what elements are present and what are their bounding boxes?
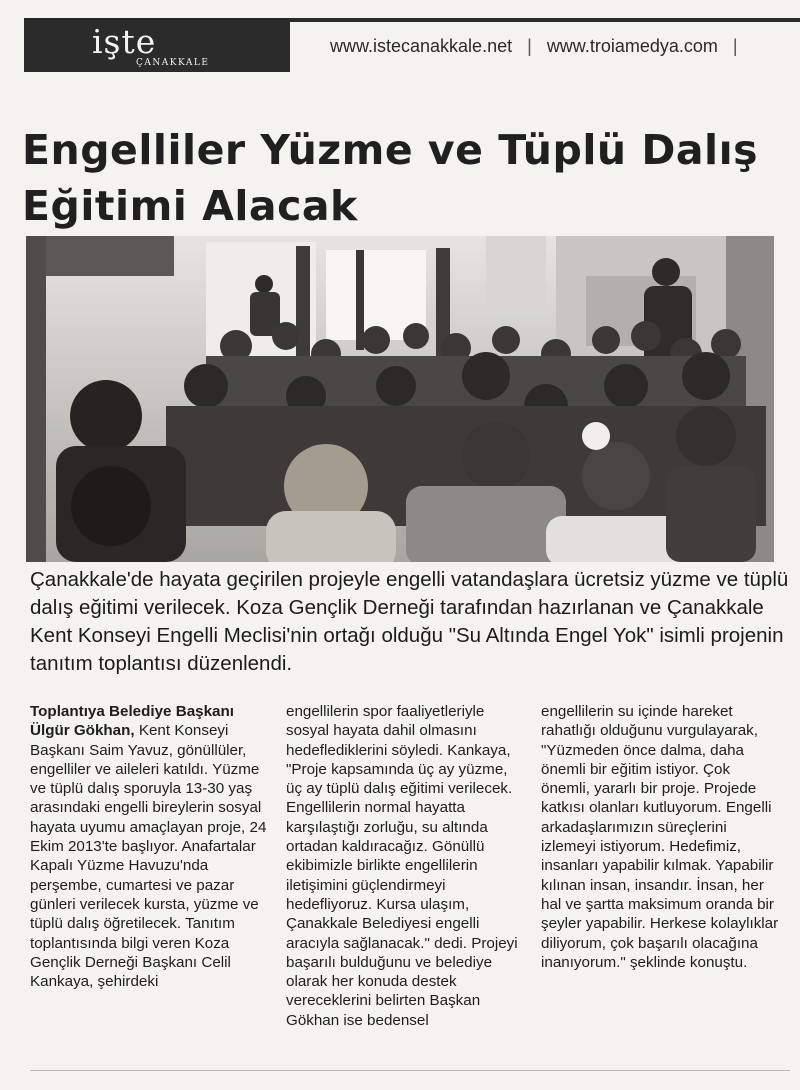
column-1-body: Kent Konseyi Başkanı Saim Yavuz, gönüllüler, engelliler ve aileleri katıldı. Yüzme ve tüplü dalış sporuyla 13-30 yaş arasındaki engelli bireylerin sosyal hayata uyumu amaçlayan proje, 24 Ekim 2013'te başlıyor. Anafartalar Kapalı Yüzme Havuzu'nda perşembe, cumartesi ve pazar günleri verilecek kursta, yüzme ve tüplü dalış öğretilecek. Tanıtım toplantısında bilgi veren Koza Gençlik Derneği Başkanı Celil Kankaya, şehirdeki (30, 722, 267, 991)
masthead (24, 18, 800, 72)
article-column-2 (286, 702, 526, 1030)
masthead-logo (24, 22, 290, 72)
link-troiamedya: www.troiamedya.com (546, 36, 718, 56)
meeting-photo-illustration (26, 236, 774, 562)
page-bottom-rule (30, 1070, 790, 1071)
article-column-3 (541, 702, 781, 972)
link-separator: | (732, 36, 738, 56)
link-istecanakkale: www.istecanakkale.net (330, 36, 513, 56)
article-photo (26, 236, 774, 562)
column-1-lead-in: Toplantıya Belediye Başkanı Ülgür Gökhan, (30, 703, 234, 740)
link-separator: | (527, 36, 532, 56)
logo-subtitle: ÇANAKKALE (136, 58, 210, 68)
article-headline: Engelliler Yüzme ve Tüplü Dalış Eğitimi Alacak (22, 126, 759, 230)
column-2-body: engellilerin spor faaliyetleriyle sosyal hayata dahil olmasını hedeflediklerini söyledi. Kankaya, "Proje kapsamında üç ay yüzme, üç ay tüplü dalış eğitimi verilecek. Engellilerin normal hayatta karşılaştığı zorluğu, su altında ortadan kaldıracağız. Gönüllü ekibimizle birlikte engellilerin iletişimini güçlendirmeyi hedefliyoruz. Kursa ulaşım, Çanakkale Belediyesi engelli aracıyla sağlanacak." dedi. Projeyi başarılı bulduğunu ve belediye olarak her konuda destek vereceklerini belirten Başkan Gökhan ise bedensel (286, 703, 518, 1029)
column-3-body: engellilerin su içinde hareket rahatlığı olduğunu vurgulayarak, "Yüzmeden önce dalma, daha önemli bir eğitim istiyor. Çok önemli, yararlı bir proje. Projede katkısı olanları kutluyorum. Engelli arkadaşlarımızın süreçlerini izlemeyi istiyorum. Hedefimiz, insanları yapabilir kılmak. Yapabilir kılınan insan, insandır. İnsan, her hal ve şartta maksimum oranda bir şeyler yapabilir. Herkese kolaylıklar diliyorum, çok başarılı olacağına inanıyorum." şeklinde konuştu. (541, 703, 779, 971)
article-lead: Çanakkale'de hayata geçirilen projeyle engelli vatandaşlara ücretsiz yüzme ve tüplü dalış eğitimi verilecek. Koza Gençlik Derneği tarafından hazırlanan ve Çanakkale Kent Konseyi Engelli Meclisi'nin ortağı olduğu "Su Altında Engel Yok" isimli projenin tanıtım toplantısı düzenlendi. (30, 568, 789, 675)
masthead-links (330, 36, 748, 57)
column-1-text (30, 702, 276, 991)
article-column-1 (30, 702, 276, 991)
logo-text: işte (92, 22, 157, 61)
